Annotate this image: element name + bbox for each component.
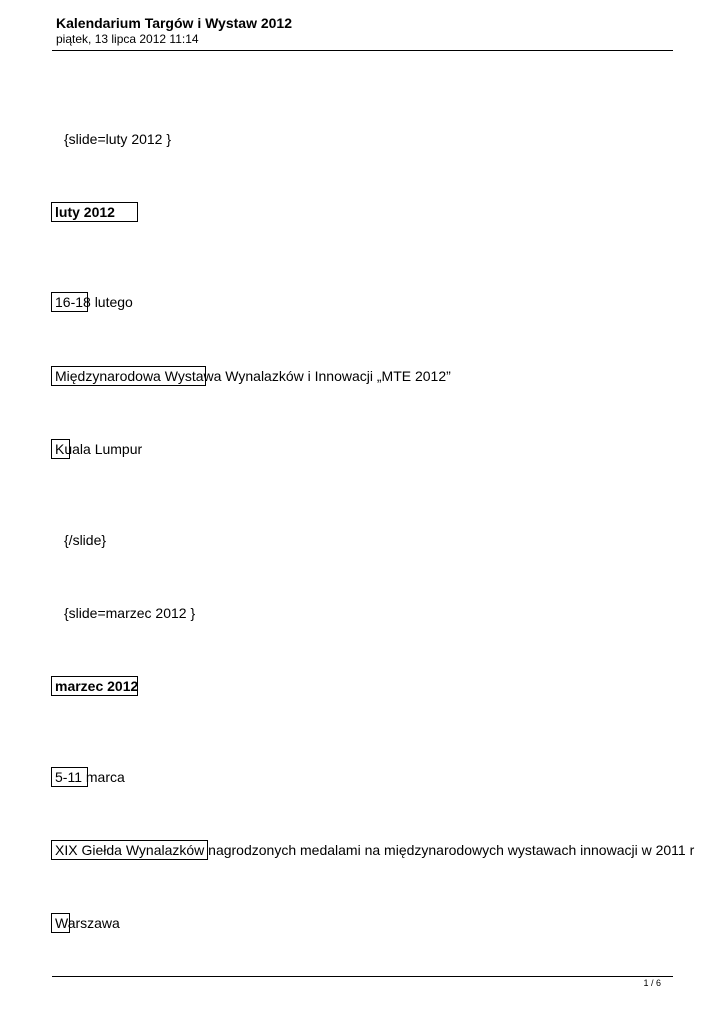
event-name: XIX Giełda Wynalazków nagrodzonych medalami na międzynarodowych wystawach innowacji w 2011 r bbox=[55, 842, 695, 858]
document-date: piątek, 13 lipca 2012 11:14 bbox=[56, 32, 199, 46]
header-divider bbox=[52, 50, 673, 51]
slide-open-tag: {slide=marzec 2012 } bbox=[64, 605, 196, 621]
page-number: 1 / 6 bbox=[643, 978, 661, 988]
event-dates: 5-11 marca bbox=[55, 769, 125, 785]
document-title: Kalendarium Targów i Wystaw 2012 bbox=[56, 15, 293, 31]
event-dates: 16-18 lutego bbox=[55, 294, 133, 310]
month-heading: luty 2012 bbox=[55, 204, 115, 220]
slide-open-tag: {slide=luty 2012 } bbox=[64, 131, 172, 147]
event-city: Kuala Lumpur bbox=[55, 441, 143, 457]
footer-divider bbox=[52, 976, 673, 977]
slide-close-tag: {/slide} bbox=[64, 532, 107, 548]
event-city: Warszawa bbox=[55, 915, 120, 931]
month-heading: marzec 2012 bbox=[55, 678, 139, 694]
event-name: Międzynarodowa Wystawa Wynalazków i Innowacji „MTE 2012” bbox=[55, 368, 451, 384]
